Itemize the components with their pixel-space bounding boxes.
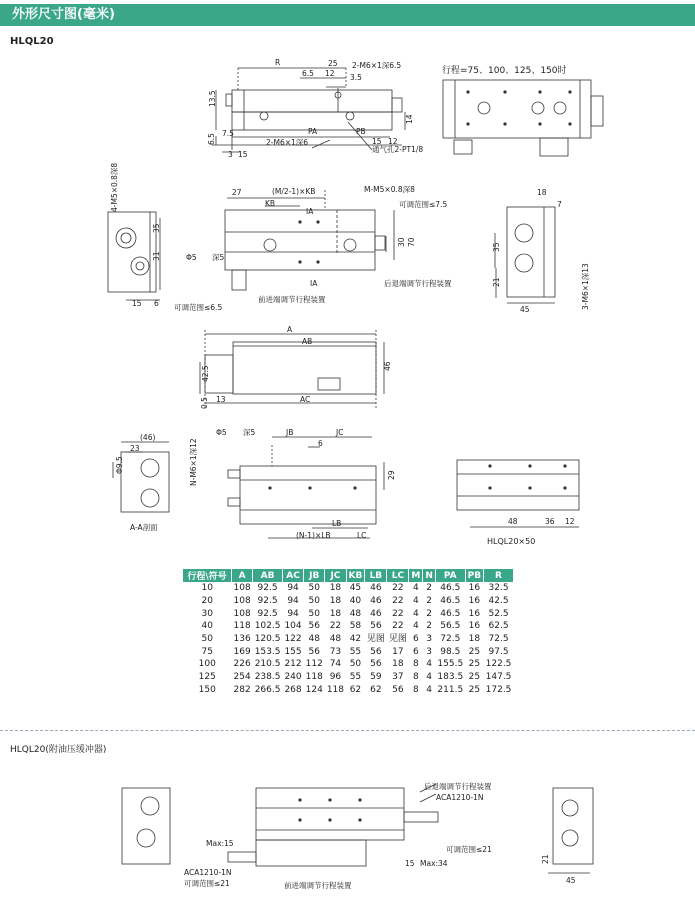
table-cell: 136 (233, 634, 251, 645)
dim-14: 14 (405, 114, 414, 124)
table-cell: 56 (308, 646, 320, 657)
table-cell: 150 (198, 684, 216, 695)
dim-6-5v: 6.5 (207, 133, 216, 145)
dim-42-5: 42.5 (201, 365, 210, 382)
table-cell: 见图 (388, 634, 407, 645)
table-cell: 4 (426, 684, 432, 695)
dim-LB: LB (332, 519, 342, 528)
table-cell: 62 (349, 684, 362, 695)
table-cell: 268 (284, 684, 302, 695)
table-cell: 22 (392, 583, 404, 594)
table-cell: 48 (349, 608, 362, 619)
table-cell: 16 (468, 583, 481, 594)
label-phi5-b: Φ5 (216, 428, 227, 437)
table-cell: 18 (392, 659, 404, 670)
label-rear-adj2: 后退端调节行程装置 (424, 782, 492, 791)
section-label: A-A剖面 (130, 523, 158, 532)
table-cell: 118 (305, 672, 323, 683)
table-cell: 25 (468, 684, 481, 695)
table-cell: 212 (284, 659, 302, 670)
label-m6x1-13: 3-M6×1深13 (581, 263, 590, 310)
dim-6-5: 6.5 (302, 69, 314, 78)
table-cell: 40 (349, 596, 362, 607)
table-cell: 118 (233, 621, 251, 632)
table-cell: 4 (426, 672, 432, 683)
col-header: N (423, 569, 436, 582)
table-cell: 75 (201, 646, 213, 657)
table-cell: 55 (349, 646, 362, 657)
end-view-top (443, 80, 591, 138)
col-header: JC (325, 569, 346, 582)
dim-KB: KB (265, 199, 276, 208)
table-cell: 153.5 (254, 646, 281, 657)
table-cell: 92.5 (257, 583, 278, 594)
table-cell: 50 (308, 596, 320, 607)
label-hlql20x50: HLQL20×50 (487, 537, 536, 546)
label-port: 通气孔2-PT1/8 (372, 145, 424, 154)
table-cell: 40 (201, 621, 213, 632)
table-cell: 4 (413, 596, 419, 607)
table-cell: 96 (329, 672, 342, 683)
table-cell: 120.5 (254, 634, 281, 645)
col-header: LC (387, 569, 409, 582)
dim-7-5: 7.5 (222, 129, 234, 138)
table-row (183, 671, 513, 684)
dim-AB: AB (302, 337, 313, 346)
table-cell: 98.5 (440, 646, 461, 657)
table-cell: 172.5 (485, 684, 512, 695)
dim-31: 31 (152, 251, 161, 261)
dim-15: 15 (372, 137, 382, 146)
table-cell: 211.5 (437, 684, 464, 695)
col-header: JB (304, 569, 325, 582)
table-cell: 48 (329, 634, 342, 645)
dim-21: 21 (492, 277, 501, 287)
table-cell: 42 (349, 634, 362, 645)
table-cell: 72.5 (488, 634, 509, 645)
label-m6x1-bot: 2-M6×1深6 (266, 138, 309, 147)
label-aca-r: ACA1210-1N (436, 793, 484, 802)
table-cell: 4 (413, 621, 419, 632)
dim-25: 25 (328, 59, 338, 68)
table-cell: 94 (287, 608, 299, 619)
table-cell: 37 (392, 672, 404, 683)
table-cell: 183.5 (437, 672, 464, 683)
table-row (183, 620, 513, 633)
table-cell: 97.5 (488, 646, 509, 657)
dim-13-5: 13.5 (208, 90, 217, 107)
table-cell: 25 (468, 672, 481, 683)
table-cell: 122 (284, 634, 302, 645)
table-cell: 282 (233, 684, 251, 695)
table-cell: 6 (413, 646, 419, 657)
table-cell: 62 (370, 684, 382, 695)
table-cell: 56 (370, 646, 382, 657)
dim-23: 23 (130, 444, 140, 453)
top-body (232, 90, 392, 112)
table-cell: 58 (349, 621, 362, 632)
table-cell: 18 (468, 634, 481, 645)
table-cell: 50 (349, 659, 362, 670)
dim-35b: 35 (492, 242, 501, 252)
table-cell: 56.5 (440, 621, 461, 632)
table-cell: 210.5 (254, 659, 281, 670)
buffer-front-view (256, 788, 404, 840)
hlql20x50-view (457, 460, 579, 510)
table-cell: 2 (426, 596, 432, 607)
front-view (233, 342, 376, 394)
dim-PA: PA (308, 127, 318, 136)
dim-phi9-5: Φ9.5 (115, 456, 124, 474)
label-nm6: N-M6×1深12 (189, 438, 198, 486)
table-cell: 50 (308, 583, 320, 594)
col-header: LB (365, 569, 387, 582)
right-side-view (507, 207, 555, 297)
table-cell: 125 (198, 672, 216, 683)
table-cell: 92.5 (257, 608, 278, 619)
table-cell: 155.5 (437, 659, 464, 670)
table-cell: 108 (233, 596, 251, 607)
table-cell: 56 (370, 659, 382, 670)
table-cell: 10 (201, 583, 213, 594)
label-m5-left: 4-M5×0.8深8 (110, 162, 119, 212)
table-header-row (183, 569, 513, 582)
table-body (183, 582, 513, 696)
table-cell: 46.5 (440, 583, 461, 594)
label-m6x1-top: 2-M6×1深6.5 (352, 61, 402, 70)
label-depth5: 深5 (212, 253, 225, 262)
table-cell: 108 (233, 583, 251, 594)
table-cell: 46 (370, 583, 382, 594)
col-header: M (409, 569, 423, 582)
table-cell: 22 (392, 621, 404, 632)
dim-3: 3 (228, 150, 233, 159)
dim-7: 7 (557, 200, 562, 209)
table-cell: 74 (329, 659, 342, 670)
dim-46p: (46) (140, 433, 156, 442)
label-depth5-b: 深5 (243, 428, 256, 437)
dim-NLB: (N-1)×LB (296, 531, 331, 540)
dim-12b: 12 (388, 137, 398, 146)
col-header: 行程\符号 (183, 569, 232, 582)
col-header: KB (346, 569, 365, 582)
table-cell: 59 (370, 672, 382, 683)
dim-JC: JC (336, 428, 344, 437)
table-cell: 104 (284, 621, 302, 632)
label-max34: Max:34 (420, 859, 448, 868)
dim-15d: 15 (405, 859, 415, 868)
table-cell: 16 (468, 621, 481, 632)
table-cell: 25 (468, 646, 481, 657)
col-header: AC (282, 569, 303, 582)
table-cell: 240 (284, 672, 302, 683)
dim-6: 6 (154, 299, 159, 308)
table-cell: 18 (329, 583, 342, 594)
table-cell: 30 (201, 608, 213, 619)
buffer-right-view (553, 788, 593, 864)
table-cell: 50 (201, 634, 213, 645)
table-cell: 155 (284, 646, 302, 657)
table-cell: 94 (287, 596, 299, 607)
table-cell: 32.5 (488, 583, 509, 594)
table-cell: 100 (198, 659, 216, 670)
table-cell: 3 (426, 646, 432, 657)
label-adj21-r: 可调范围≤21 (446, 845, 492, 854)
table-cell: 72.5 (440, 634, 461, 645)
dim-45b: 45 (566, 876, 576, 885)
table-cell: 226 (233, 659, 251, 670)
table-cell: 46.5 (440, 608, 461, 619)
col-header: PB (465, 569, 483, 582)
spec-table (183, 569, 514, 696)
table-cell: 2 (426, 621, 432, 632)
dim-6b: 6 (318, 439, 323, 448)
section-IA-bot: IA (310, 279, 318, 288)
dim-21b: 21 (541, 854, 550, 864)
bottom-view (240, 466, 376, 524)
dim-15b: 15 (238, 150, 248, 159)
label-phi5: Φ5 (186, 253, 197, 262)
label-fwd-adj: 前进端调节行程装置 (258, 295, 326, 304)
table-row (183, 595, 513, 608)
table-row (183, 684, 513, 697)
label-aca-l: ACA1210-1N (184, 868, 232, 877)
dim-46: 46 (383, 361, 392, 371)
label-rear-adj: 后退端调节行程装置 (384, 279, 452, 288)
dim-12: 12 (325, 69, 335, 78)
dim-MKB: (M/2-1)×KB (272, 187, 316, 196)
table-cell: 238.5 (254, 672, 281, 683)
col-header: A (232, 569, 253, 582)
table-cell: 56 (392, 684, 404, 695)
table-row (183, 658, 513, 671)
label-adj75: 可调范围≤7.5 (399, 200, 448, 209)
table-cell: 16 (468, 596, 481, 607)
dim-18: 18 (537, 188, 547, 197)
table-cell: 2 (426, 583, 432, 594)
label-adj21-l: 可调范围≤21 (184, 879, 230, 888)
table-cell: 254 (233, 672, 251, 683)
table-cell: 22 (392, 608, 404, 619)
table-cell: 16 (468, 608, 481, 619)
table-cell: 17 (392, 646, 404, 657)
table-cell: 8 (413, 659, 419, 670)
table-cell: 3 (426, 634, 432, 645)
section-IA-top: IA (306, 207, 314, 216)
table-cell: 112 (305, 659, 323, 670)
table-cell: 25 (468, 659, 481, 670)
table-cell: 92.5 (257, 596, 278, 607)
table-cell: 94 (287, 583, 299, 594)
table-cell: 56 (370, 621, 382, 632)
dim-45: 45 (520, 305, 530, 314)
table-cell: 62.5 (488, 621, 509, 632)
section-divider (0, 730, 695, 731)
dim-3-5: 3.5 (350, 73, 362, 82)
dim-30: 30 (397, 237, 406, 247)
table-row (183, 645, 513, 658)
table-cell: 46 (370, 596, 382, 607)
dim-AC: AC (300, 395, 311, 404)
table-cell: 122.5 (485, 659, 512, 670)
dim-0-5: 0.5 (200, 397, 209, 409)
table-cell: 见图 (366, 634, 385, 645)
table-cell: 42.5 (488, 596, 509, 607)
table-cell: 4 (413, 583, 419, 594)
stroke-note: 行程=75、100、125、150时 (442, 66, 567, 76)
label-MM5: M-M5×0.8深8 (364, 185, 415, 194)
table-cell: 266.5 (254, 684, 281, 695)
table-cell: 22 (329, 621, 342, 632)
col-header: R (484, 569, 514, 582)
dim-13: 13 (216, 395, 226, 404)
col-header: AB (253, 569, 283, 582)
table-cell: 2 (426, 608, 432, 619)
buffer-left-view (122, 788, 170, 864)
dim-35: 35 (152, 223, 161, 233)
table-cell: 124 (305, 684, 323, 695)
table-cell: 147.5 (485, 672, 512, 683)
dim-36: 36 (545, 517, 555, 526)
buffer-model-name: HLQL20(附油压缓冲器) (10, 745, 107, 755)
table-cell: 45 (349, 583, 362, 594)
table-cell: 118 (326, 684, 345, 695)
table-cell: 6 (413, 634, 419, 645)
dim-12c: 12 (565, 517, 575, 526)
table-row (183, 582, 513, 595)
table-cell: 50 (308, 608, 320, 619)
dim-70: 70 (407, 237, 416, 247)
table-row (183, 633, 513, 646)
page-title: 外形尺寸图(毫米) (12, 7, 115, 22)
table-cell: 169 (233, 646, 251, 657)
table-cell: 8 (413, 684, 419, 695)
table-cell: 4 (413, 608, 419, 619)
table-cell: 102.5 (254, 621, 281, 632)
table-cell: 22 (392, 596, 404, 607)
table-cell: 46 (370, 608, 382, 619)
table-cell: 108 (233, 608, 251, 619)
dim-48: 48 (508, 517, 518, 526)
table-row (183, 607, 513, 620)
table-cell: 18 (329, 596, 342, 607)
label-adj65: 可调范围≤6.5 (174, 303, 223, 312)
dim-27: 27 (232, 188, 242, 197)
dim-15c: 15 (132, 299, 142, 308)
table-cell: 20 (201, 596, 213, 607)
dim-A: A (287, 325, 293, 334)
table-cell: 73 (329, 646, 342, 657)
table-cell: 52.5 (488, 608, 509, 619)
table-cell: 18 (329, 608, 342, 619)
dim-LC: LC (357, 531, 367, 540)
table-cell: 56 (308, 621, 320, 632)
left-side-view (108, 212, 156, 292)
dim-R: R (275, 58, 281, 67)
table-cell: 48 (308, 634, 320, 645)
table-cell: 8 (413, 672, 419, 683)
table-cell: 55 (349, 672, 362, 683)
col-header: PA (435, 569, 465, 582)
dim-29: 29 (387, 470, 396, 480)
label-max15: Max:15 (206, 839, 234, 848)
label-fwd-adj2: 前进端调节行程装置 (284, 881, 352, 890)
dim-JB: JB (286, 428, 294, 437)
dim-PB: PB (356, 127, 366, 136)
table-cell: 4 (426, 659, 432, 670)
table-cell: 46.5 (440, 596, 461, 607)
model-name: HLQL20 (10, 36, 54, 47)
